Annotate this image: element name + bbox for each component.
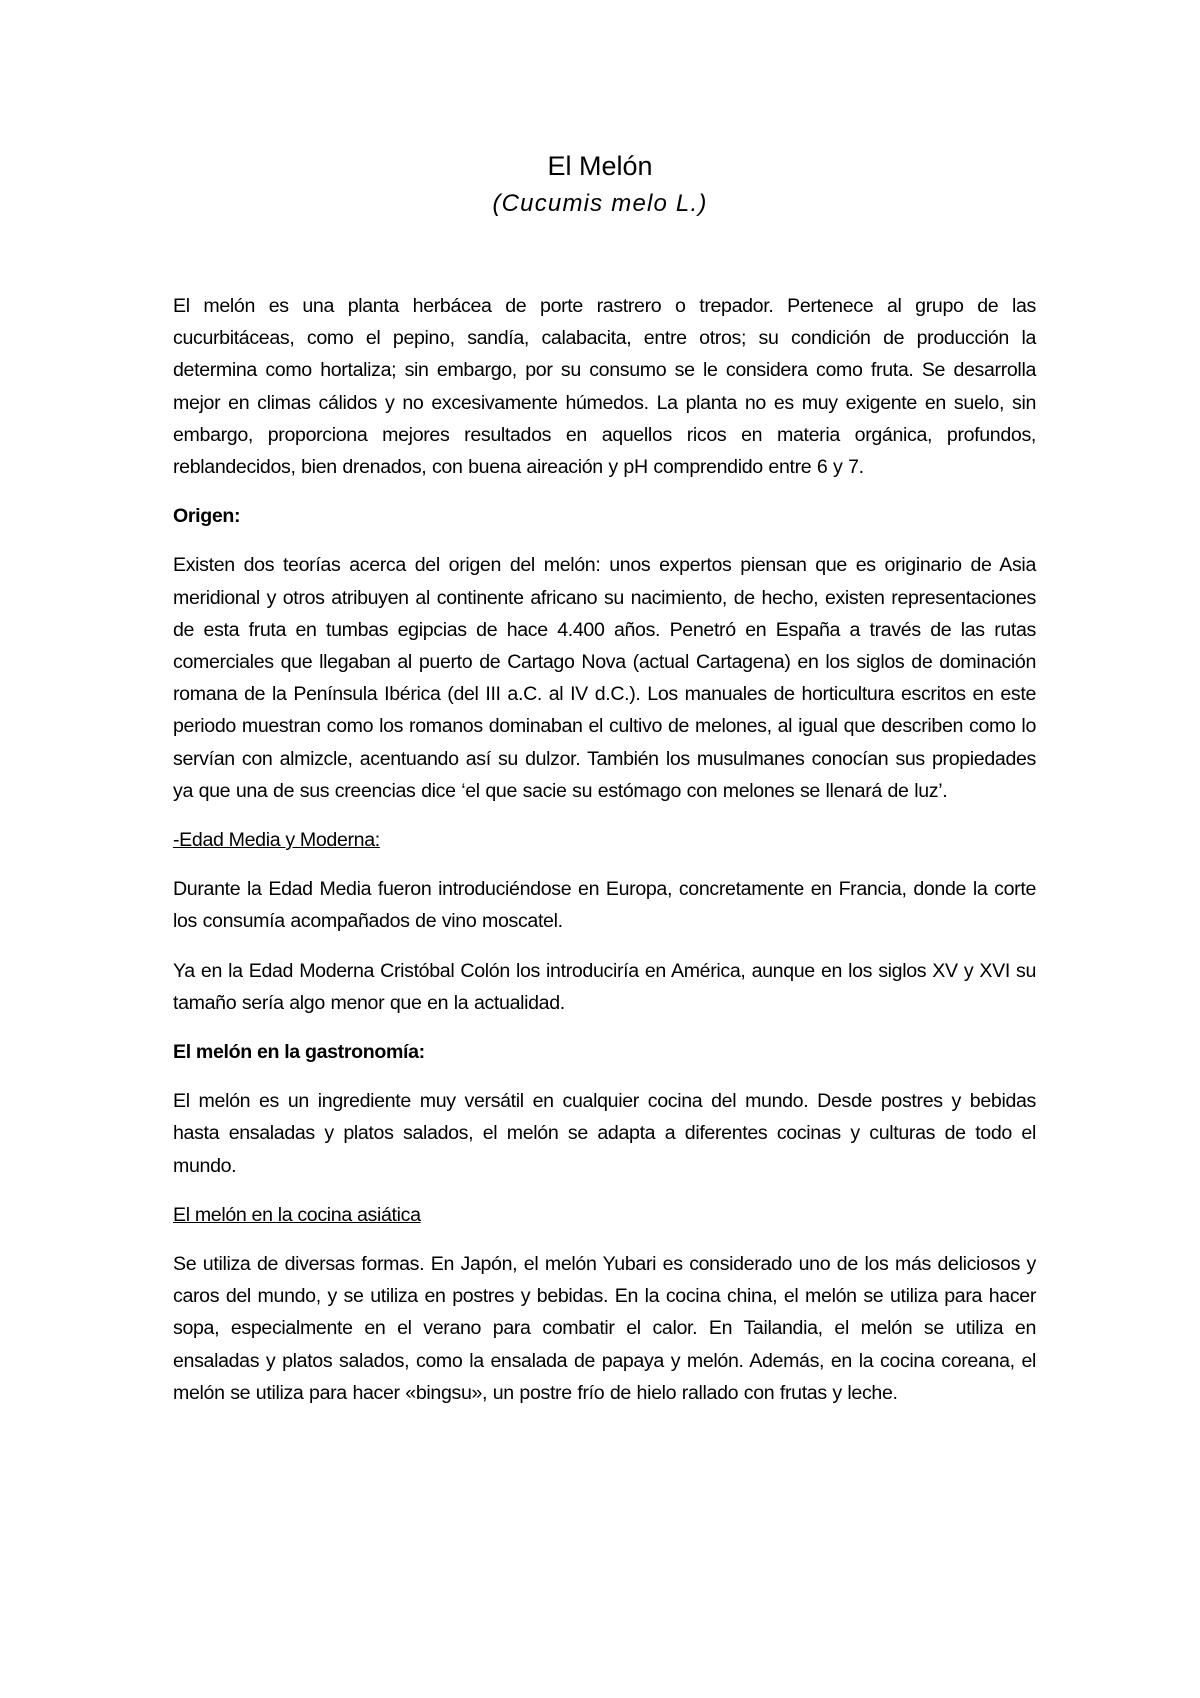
origin-heading: Origen: bbox=[173, 505, 241, 528]
document-body bbox=[173, 290, 1036, 1426]
asian-cuisine-paragraph: Se utiliza de diversas formas. En Japón, el melón Yubari es considerado uno de los más deliciosos y caros del mundo, y se utiliza en postres y bebidas. En la cocina china, el melón se utiliza para hacer sopa, especialmente en el verano para combatir el calor. En Tailandia, el melón se utiliza en ensaladas y platos salados, como la ensalada de papaya y melón. Además, en la cocina coreana, el melón se utiliza para hacer «bingsu», un postre frío de hielo rallado con frutas y leche. bbox=[173, 1253, 1036, 1404]
medieval-paragraph-2: Ya en la Edad Moderna Cristóbal Colón los introduciría en América, aunque en los siglos XV y XVI su tamaño sería algo menor que en la actualidad. bbox=[173, 959, 1036, 1014]
origin-paragraph: Existen dos teorías acerca del origen del melón: unos expertos piensan que es originario de Asia meridional y otros atribuyen al continente africano su nacimiento, de hecho, existen representaciones de esta fruta en tumbas egipcias de hace 4.400 años. Penetró en España a través de las rutas comerciales que llegaban al puerto de Cartago Nova (actual Cartagena) en los siglos de dominación romana de la Península Ibérica (del III a.C. al IV d.C.). Los manuales de horticultura escritos en este periodo muestran como los romanos dominaban el cultivo de melones, al igual que describen como lo servían con almizcle, acentuando así su dulzor. También los musulmanes conocían sus propiedades ya que una de sus creencias dice ‘el que sacie su estómago con melones se llenará de luz’. bbox=[173, 554, 1036, 802]
document-title: El Melón bbox=[547, 151, 653, 181]
gastronomy-heading: El melón en la gastronomía: bbox=[173, 1041, 425, 1064]
medieval-heading: -Edad Media y Moderna: bbox=[173, 829, 380, 852]
gastronomy-paragraph: El melón es un ingrediente muy versátil en cualquier cocina del mundo. Desde postres y bebidas hasta ensaladas y platos salados, el melón se adapta a diferentes cocinas y culturas de todo el mundo. bbox=[173, 1090, 1036, 1177]
intro-paragraph: El melón es una planta herbácea de porte rastrero o trepador. Pertenece al grupo de las cucurbitáceas, como el pepino, sandía, calabacita, entre otros; su condición de producción la determina como hortaliza; sin embargo, por su consumo se le considera como fruta. Se desarrolla mejor en climas cálidos y no excesivamente húmedos. La planta no es muy exigente en suelo, sin embargo, proporciona mejores resultados en aquellos ricos en materia orgánica, profundos, reblandecidos, bien drenados, con buena aireación y pH comprendido entre 6 y 7. bbox=[173, 295, 1036, 479]
asian-cuisine-heading: El melón en la cocina asiática bbox=[173, 1203, 421, 1226]
medieval-paragraph-1: Durante la Edad Media fueron introduciéndose en Europa, concretamente en Francia, donde la corte los consumía acompañados de vino moscatel. bbox=[173, 878, 1036, 933]
document-subtitle: (Cucumis melo L.) bbox=[492, 190, 708, 217]
